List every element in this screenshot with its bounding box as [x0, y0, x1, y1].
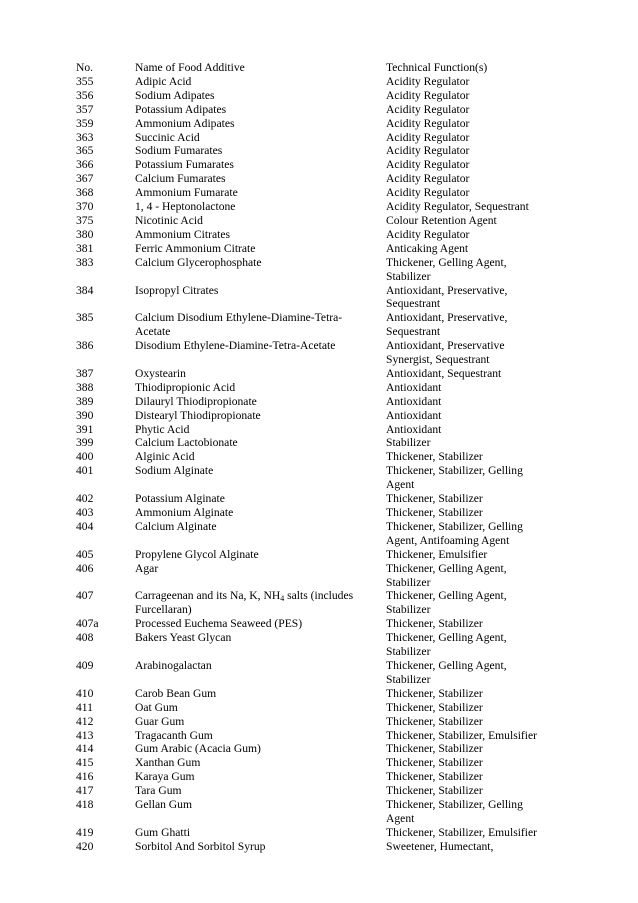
- technical-function: [386, 131, 556, 145]
- additive-name: [135, 256, 386, 284]
- additive-name-line: Sodium Fumarates: [135, 144, 223, 158]
- additive-number: 367: [76, 172, 94, 186]
- additive-name: [135, 770, 386, 784]
- additive-name: [135, 144, 386, 158]
- additive-name-line: Oat Gum: [135, 700, 178, 714]
- technical-function: [386, 450, 556, 464]
- additive-name-line: Carob Bean Gum: [135, 686, 217, 700]
- additive-number: 363: [76, 130, 94, 144]
- additive-number: 401: [76, 464, 94, 478]
- additive-name-line: Tara Gum: [135, 784, 182, 798]
- additive-number: 370: [76, 200, 94, 214]
- additive-name: [135, 311, 386, 339]
- technical-function-line: Thickener, Stabilizer: [386, 742, 483, 756]
- additive-number: 366: [76, 158, 94, 172]
- additive-name: [135, 562, 386, 590]
- additive-name: [135, 214, 386, 228]
- additive-number: 412: [76, 714, 94, 728]
- table-row: [76, 103, 556, 117]
- additive-number: 399: [76, 436, 94, 450]
- additive-number: 406: [76, 561, 94, 575]
- technical-function: [386, 840, 556, 854]
- technical-function-line: Thickener, Stabilizer: [386, 617, 483, 631]
- additive-number: 402: [76, 492, 94, 506]
- additive-name: [135, 659, 386, 687]
- table-row: [76, 506, 556, 520]
- header-function: Technical Function(s): [386, 61, 488, 74]
- additive-name: [135, 840, 386, 854]
- technical-function-line: Acidity Regulator: [386, 186, 470, 200]
- technical-function: [386, 729, 556, 743]
- technical-function-line: Sequestrant: [386, 297, 441, 311]
- table-row: [76, 770, 556, 784]
- additive-name: [135, 284, 386, 312]
- additive-name-line: Bakers Yeast Glycan: [135, 631, 232, 645]
- technical-function: [386, 228, 556, 242]
- table-row: [76, 701, 556, 715]
- technical-function: [386, 659, 556, 687]
- header-no: No.: [76, 61, 94, 74]
- technical-function-line: Thickener, Stabilizer, Emulsifier: [386, 825, 538, 839]
- additive-name-line: Potassium Adipates: [135, 102, 227, 116]
- technical-function-line: Thickener, Stabilizer: [386, 714, 483, 728]
- table-row: [76, 436, 556, 450]
- technical-function-line: Sweetener, Humectant,: [386, 839, 494, 853]
- additive-name-line: Furcellaran): [135, 603, 192, 617]
- additive-name-line: Propylene Glycol Alginate: [135, 547, 259, 561]
- table-row: [76, 367, 556, 381]
- additive-name: [135, 548, 386, 562]
- technical-function: [386, 409, 556, 423]
- additive-name-line: Thiodipropionic Acid: [135, 380, 236, 394]
- additive-name-line: Succinic Acid: [135, 130, 200, 144]
- technical-function-line: Acidity Regulator: [386, 172, 470, 186]
- technical-function-line: Thickener, Stabilizer: [386, 492, 483, 506]
- technical-function: [386, 464, 556, 492]
- table-row: [76, 186, 556, 200]
- technical-function: [386, 701, 556, 715]
- technical-function-line: Thickener, Stabilizer: [386, 506, 483, 519]
- additive-name: [135, 729, 386, 743]
- table-body: [76, 75, 556, 854]
- additive-name: [135, 75, 386, 89]
- additive-number: 420: [76, 839, 94, 853]
- additive-number: 411: [76, 700, 93, 714]
- technical-function: [386, 89, 556, 103]
- additive-number: 389: [76, 394, 94, 408]
- table-row: [76, 687, 556, 701]
- technical-function: [386, 631, 556, 659]
- technical-function-line: Thickener, Stabilizer: [386, 770, 483, 784]
- technical-function-line: Antioxidant, Preservative: [386, 339, 505, 353]
- additive-name-line: Adipic Acid: [135, 74, 192, 88]
- additive-name: [135, 506, 386, 520]
- additive-name: [135, 520, 386, 548]
- additive-name-line: Ammonium Adipates: [135, 116, 235, 130]
- additive-name: [135, 826, 386, 840]
- technical-function: [386, 742, 556, 756]
- table-row: [76, 520, 556, 548]
- additive-name: [135, 756, 386, 770]
- table-row: [76, 200, 556, 214]
- table-row: [76, 381, 556, 395]
- table-row: [76, 89, 556, 103]
- technical-function-line: Acidity Regulator: [386, 130, 470, 144]
- technical-function: [386, 311, 556, 339]
- technical-function-line: Thickener, Stabilizer: [386, 756, 483, 770]
- technical-function-line: Stabilizer: [386, 645, 431, 659]
- additive-name: [135, 631, 386, 659]
- table-row: [76, 562, 556, 590]
- additive-number: 356: [76, 88, 94, 102]
- additive-number: 407: [76, 589, 94, 603]
- technical-function: [386, 687, 556, 701]
- technical-function: [386, 826, 556, 840]
- technical-function-line: Stabilizer: [386, 436, 431, 450]
- technical-function-line: Agent, Antifoaming Agent: [386, 533, 510, 547]
- technical-function-line: Anticaking Agent: [386, 241, 469, 255]
- additive-name-line: Disodium Ethylene-Diamine-Tetra-Acetate: [135, 339, 336, 353]
- technical-function: [386, 339, 556, 367]
- additive-name-line: Arabinogalactan: [135, 658, 212, 672]
- additive-name-line: Calcium Fumarates: [135, 172, 226, 186]
- technical-function-line: Thickener, Gelling Agent,: [386, 658, 507, 672]
- table-row: [76, 117, 556, 131]
- additive-name-line: Xanthan Gum: [135, 756, 201, 770]
- additive-name-line: Ammonium Fumarate: [135, 186, 238, 200]
- table-row: [76, 631, 556, 659]
- additive-number: 409: [76, 658, 94, 672]
- technical-function-line: Agent: [386, 811, 415, 825]
- technical-function-line: Thickener, Gelling Agent,: [386, 631, 507, 645]
- table-row: [76, 729, 556, 743]
- additive-name-line: Oxystearin: [135, 366, 186, 380]
- additive-name: [135, 89, 386, 103]
- table-row: [76, 548, 556, 562]
- additive-number: 381: [76, 241, 94, 255]
- additive-name: [135, 464, 386, 492]
- additive-number: 405: [76, 547, 94, 561]
- technical-function: [386, 506, 556, 520]
- additive-number: 359: [76, 116, 94, 130]
- table-row: [76, 784, 556, 798]
- table-row: [76, 742, 556, 756]
- additive-name: [135, 742, 386, 756]
- additive-name-line: Calcium Disodium Ethylene-Diamine-Tetra-: [135, 311, 343, 325]
- additive-name-line: Gum Arabic (Acacia Gum): [135, 742, 261, 756]
- technical-function-line: Thickener, Stabilizer: [386, 784, 483, 798]
- table-row: [76, 158, 556, 172]
- technical-function-line: Stabilizer: [386, 575, 431, 589]
- table-row: [76, 228, 556, 242]
- additive-name: [135, 436, 386, 450]
- technical-function-line: Thickener, Stabilizer: [386, 686, 483, 700]
- additive-name: [135, 103, 386, 117]
- technical-function: [386, 395, 556, 409]
- technical-function: [386, 492, 556, 506]
- table-row: [76, 339, 556, 367]
- additive-number: 368: [76, 186, 94, 200]
- additive-name-line: Ammonium Alginate: [135, 506, 234, 519]
- additive-number: 400: [76, 450, 94, 464]
- technical-function: [386, 381, 556, 395]
- additive-number: 410: [76, 686, 94, 700]
- table-row: [76, 242, 556, 256]
- technical-function: [386, 186, 556, 200]
- technical-function-line: Thickener, Gelling Agent,: [386, 255, 507, 269]
- additive-name: [135, 228, 386, 242]
- technical-function-line: Acidity Regulator: [386, 88, 470, 102]
- additive-name: [135, 798, 386, 826]
- table-row: [76, 715, 556, 729]
- table-row: [76, 172, 556, 186]
- additive-name-line: Carrageenan and its Na, K, $NH_4$ salts (includes: [135, 589, 354, 604]
- technical-function-line: Stabilizer: [386, 269, 431, 283]
- technical-function-line: Thickener, Stabilizer, Gelling: [386, 798, 523, 812]
- table-row: [76, 256, 556, 284]
- additive-name: [135, 339, 386, 367]
- additive-name: [135, 409, 386, 423]
- table-row: [76, 214, 556, 228]
- additive-number: 391: [76, 422, 94, 436]
- table-row: [76, 659, 556, 687]
- technical-function: [386, 784, 556, 798]
- additive-name-line: Isopropyl Citrates: [135, 283, 219, 297]
- technical-function: [386, 798, 556, 826]
- technical-function: [386, 423, 556, 437]
- additive-name-line: Potassium Fumarates: [135, 158, 234, 172]
- additive-name-line: Alginic Acid: [135, 450, 195, 464]
- additive-name-line: Calcium Lactobionate: [135, 436, 238, 450]
- technical-function: [386, 756, 556, 770]
- additive-name: [135, 367, 386, 381]
- technical-function-line: Antioxidant: [386, 380, 442, 394]
- additive-number: 355: [76, 74, 94, 88]
- additive-name-line: Agar: [135, 561, 159, 575]
- additive-name: [135, 450, 386, 464]
- technical-function-line: Thickener, Stabilizer, Emulsifier: [386, 728, 538, 742]
- technical-function-line: Agent: [386, 478, 415, 492]
- table-row: [76, 464, 556, 492]
- header-name: Name of Food Additive: [135, 61, 245, 74]
- technical-function: [386, 242, 556, 256]
- additive-name: [135, 701, 386, 715]
- table-row: [76, 284, 556, 312]
- additive-name-line: Distearyl Thiodipropionate: [135, 408, 261, 422]
- table-row: [76, 450, 556, 464]
- additive-name-line: Sorbitol And Sorbitol Syrup: [135, 839, 266, 853]
- table-row: [76, 826, 556, 840]
- table-row: [76, 144, 556, 158]
- additive-name: [135, 423, 386, 437]
- additive-name-line: Potassium Alginate: [135, 492, 225, 506]
- technical-function: [386, 117, 556, 131]
- additive-number: 407a: [76, 617, 99, 631]
- additive-name-line: Sodium Alginate: [135, 464, 214, 478]
- additive-name-line: Ammonium Citrates: [135, 227, 230, 241]
- additive-number: 413: [76, 728, 94, 742]
- technical-function: [386, 562, 556, 590]
- technical-function-line: Colour Retention Agent: [386, 213, 497, 227]
- table-row: [76, 840, 556, 854]
- additive-name: [135, 200, 386, 214]
- technical-function-line: Acidity Regulator: [386, 116, 470, 130]
- technical-function-line: Acidity Regulator: [386, 227, 470, 241]
- additive-name: [135, 395, 386, 409]
- technical-function-line: Stabilizer: [386, 603, 431, 617]
- additive-name: [135, 242, 386, 256]
- table-row: [76, 423, 556, 437]
- technical-function: [386, 284, 556, 312]
- additive-name: [135, 186, 386, 200]
- technical-function-line: Thickener, Stabilizer, Gelling: [386, 464, 523, 478]
- technical-function: [386, 715, 556, 729]
- additive-name: [135, 172, 386, 186]
- technical-function: [386, 158, 556, 172]
- additive-number: 419: [76, 825, 94, 839]
- additive-number: 375: [76, 213, 94, 227]
- additive-number: 357: [76, 102, 94, 116]
- technical-function-line: Acidity Regulator, Sequestrant: [386, 200, 529, 214]
- additive-name: [135, 784, 386, 798]
- technical-function-line: Acidity Regulator: [386, 144, 470, 158]
- additive-number: 414: [76, 742, 94, 756]
- technical-function: [386, 617, 556, 631]
- additive-number: 403: [76, 506, 94, 519]
- additive-name-line: Phytic Acid: [135, 422, 190, 436]
- additive-name-line: Nicotinic Acid: [135, 213, 203, 227]
- technical-function-line: Synergist, Sequestrant: [386, 353, 490, 367]
- additive-number: 415: [76, 756, 94, 770]
- additive-name-line: Karaya Gum: [135, 770, 195, 784]
- additive-name-line: Processed Euchema Seaweed (PES): [135, 617, 303, 631]
- technical-function-line: Stabilizer: [386, 672, 431, 686]
- technical-function: [386, 256, 556, 284]
- technical-function: [386, 548, 556, 562]
- additive-name-line: Dilauryl Thiodipropionate: [135, 394, 257, 408]
- additive-name-line: Ferric Ammonium Citrate: [135, 241, 256, 255]
- additive-number: 408: [76, 631, 94, 645]
- table-row: [76, 131, 556, 145]
- additive-number: 416: [76, 770, 94, 784]
- technical-function: [386, 367, 556, 381]
- technical-function-line: Antioxidant: [386, 394, 442, 408]
- table-row: [76, 617, 556, 631]
- table-row: [76, 798, 556, 826]
- technical-function: [386, 144, 556, 158]
- additive-name-line: Calcium Glycerophosphate: [135, 255, 262, 269]
- header-row: [76, 61, 556, 75]
- additive-name: [135, 589, 386, 617]
- technical-function: [386, 214, 556, 228]
- additive-number: 388: [76, 380, 94, 394]
- table-row: [76, 75, 556, 89]
- additive-number: 417: [76, 784, 94, 798]
- additive-name-line: Gellan Gum: [135, 798, 192, 812]
- technical-function-line: Thickener, Stabilizer: [386, 700, 483, 714]
- technical-function-line: Thickener, Emulsifier: [386, 547, 488, 561]
- additive-number: 385: [76, 311, 94, 325]
- additive-number: 383: [76, 255, 94, 269]
- technical-function-line: Thickener, Stabilizer: [386, 450, 483, 464]
- additive-name: [135, 131, 386, 145]
- technical-function: [386, 200, 556, 214]
- technical-function-line: Acidity Regulator: [386, 158, 470, 172]
- additive-name: [135, 381, 386, 395]
- technical-function: [386, 770, 556, 784]
- technical-function: [386, 103, 556, 117]
- additive-number: 384: [76, 283, 94, 297]
- additive-name: [135, 687, 386, 701]
- additive-name: [135, 715, 386, 729]
- additive-name: [135, 617, 386, 631]
- technical-function: [386, 589, 556, 617]
- additive-number: 365: [76, 144, 94, 158]
- additive-name: [135, 492, 386, 506]
- technical-function-line: Antioxidant, Preservative,: [386, 283, 508, 297]
- additive-name-line: Guar Gum: [135, 714, 185, 728]
- additive-number: 404: [76, 519, 94, 533]
- additive-number: 418: [76, 798, 94, 812]
- additive-number: 386: [76, 339, 94, 353]
- technical-function-line: Thickener, Stabilizer, Gelling: [386, 519, 523, 533]
- technical-function: [386, 520, 556, 548]
- additive-name: [135, 158, 386, 172]
- technical-function-line: Acidity Regulator: [386, 74, 470, 88]
- technical-function-line: Thickener, Gelling Agent,: [386, 561, 507, 575]
- technical-function: [386, 436, 556, 450]
- additive-name-line: Gum Ghatti: [135, 825, 191, 839]
- technical-function-line: Antioxidant, Preservative,: [386, 311, 508, 325]
- table-row: [76, 492, 556, 506]
- technical-function: [386, 172, 556, 186]
- additive-number: 380: [76, 227, 94, 241]
- additive-name: [135, 117, 386, 131]
- technical-function: [386, 75, 556, 89]
- additive-name-line: Sodium Adipates: [135, 88, 215, 102]
- table-row: [76, 409, 556, 423]
- technical-function-line: Antioxidant, Sequestrant: [386, 366, 502, 380]
- table-row: [76, 311, 556, 339]
- table-row: [76, 756, 556, 770]
- technical-function-line: Acidity Regulator: [386, 102, 470, 116]
- technical-function-line: Sequestrant: [386, 325, 441, 339]
- table-row: [76, 589, 556, 617]
- food-additive-table: [76, 61, 556, 854]
- additive-name-line: Tragacanth Gum: [135, 728, 213, 742]
- additive-name-line: Calcium Alginate: [135, 519, 217, 533]
- additive-number: 390: [76, 408, 94, 422]
- additive-number: 387: [76, 366, 94, 380]
- additive-name-line: Acetate: [135, 325, 171, 339]
- technical-function-line: Antioxidant: [386, 408, 442, 422]
- table-row: [76, 395, 556, 409]
- technical-function-line: Thickener, Gelling Agent,: [386, 589, 507, 603]
- additive-name-line: 1, 4 - Heptonolactone: [135, 200, 236, 214]
- technical-function-line: Antioxidant: [386, 422, 442, 436]
